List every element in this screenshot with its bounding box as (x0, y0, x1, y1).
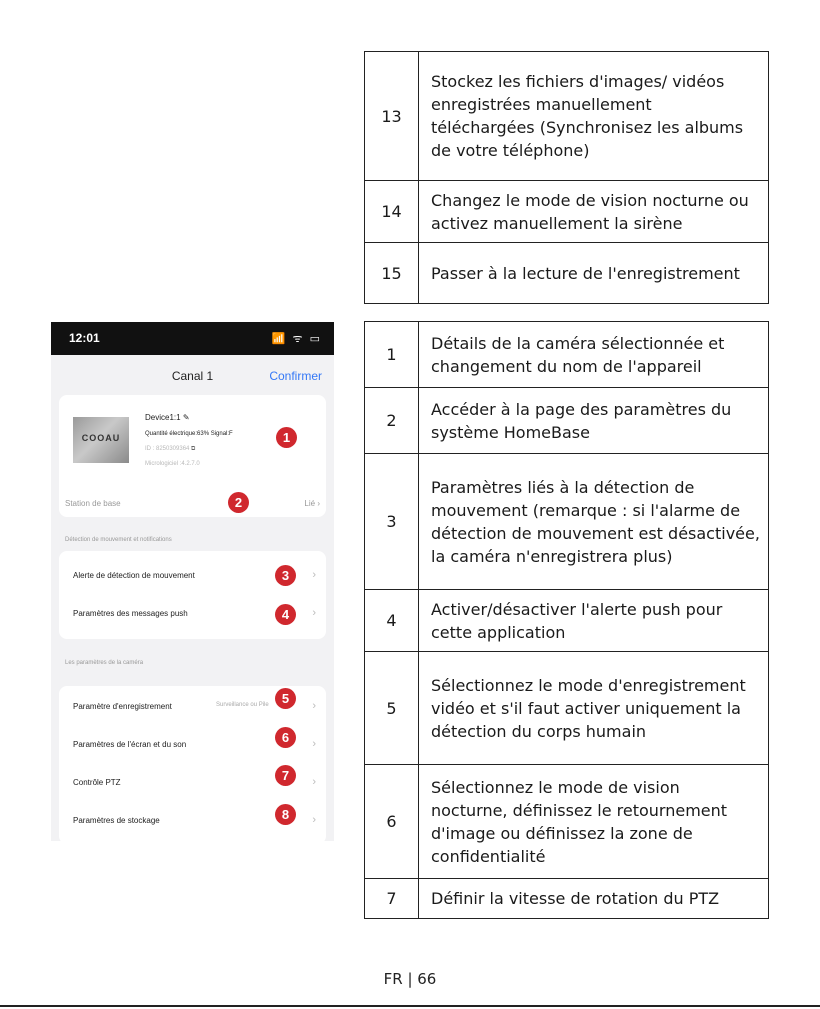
table-row (365, 765, 769, 879)
row-number: 1 (365, 322, 419, 388)
copy-icon[interactable]: ⧉ (191, 446, 196, 452)
chevron-right-icon: › (312, 738, 316, 750)
table-row (365, 322, 769, 388)
recording-value: Surveillance ou Pile (216, 702, 269, 708)
chevron-right-icon: › (312, 607, 316, 619)
device-id: ID : 8250309364 ⧉ (145, 446, 196, 452)
row-description: Définir la vitesse de rotation du PTZ (419, 879, 769, 919)
base-station-label: Station de base (65, 499, 121, 508)
firmware-version: Micrologiciel :4.2.7.0 (145, 461, 200, 467)
page-number: FR | 66 (383, 970, 437, 988)
row-number: 15 (365, 243, 419, 304)
chevron-right-icon: › (312, 569, 316, 581)
storage-settings-row[interactable]: Paramètres de stockage › (73, 814, 316, 826)
row-description: Passer à la lecture de l'enregistrement (419, 243, 769, 304)
table-row (365, 590, 769, 652)
nav-title: Canal 1 (171, 369, 214, 383)
recording-settings-row[interactable]: Paramètre d'enregistrement Surveillance ou Pile › (73, 700, 316, 712)
table-row (365, 181, 769, 243)
row-description: Paramètres liés à la détection de mouvement (remarque : si l'alarme de détection de mouvement est désactivée, la caméra n'enregistrera plus) (419, 454, 769, 590)
status-time: 12:01 (69, 331, 100, 345)
chevron-right-icon: › (312, 814, 316, 826)
callout-badge: 1 (276, 427, 297, 448)
callout-badge: 3 (275, 565, 296, 586)
section-label-camera: Les paramètres de la caméra (65, 660, 144, 666)
row-number: 13 (365, 52, 419, 181)
confirm-button[interactable]: Confirmer (269, 369, 322, 383)
row-description: Changez le mode de vision nocturne ou activez manuellement la sirène (419, 181, 769, 243)
callout-badge: 4 (275, 604, 296, 625)
section-label-motion: Détection de mouvement et notifications (65, 537, 172, 543)
table-row (365, 652, 769, 765)
chevron-right-icon: › (317, 499, 320, 508)
row-number: 4 (365, 590, 419, 652)
callout-badge: 6 (275, 727, 296, 748)
legend-table-top (364, 51, 769, 304)
edit-icon[interactable]: ✎ (182, 413, 190, 422)
row-number: 2 (365, 388, 419, 454)
table-row (365, 243, 769, 304)
row-description: Sélectionnez le mode d'enregistrement vidéo et s'il faut activer uniquement la détection du corps humain (419, 652, 769, 765)
footer-rule (0, 1005, 820, 1007)
row-description: Activer/désactiver l'alerte push pour cette application (419, 590, 769, 652)
callout-badge: 2 (228, 492, 249, 513)
row-number: 3 (365, 454, 419, 590)
table-row (365, 388, 769, 454)
callout-badge: 7 (275, 765, 296, 786)
base-station-value: Lié › (304, 499, 320, 508)
legend-table-bottom (364, 321, 769, 919)
row-description: Sélectionnez le mode de vision nocturne, définissez le retournement d'image ou définissez la zone de confidentialité (419, 765, 769, 879)
push-settings-row[interactable]: Paramètres des messages push › (73, 607, 316, 619)
phone-screenshot (51, 322, 334, 841)
callout-badge: 8 (275, 804, 296, 825)
row-description: Détails de la caméra sélectionnée et changement du nom de l'appareil (419, 322, 769, 388)
screen-sound-row[interactable]: Paramètres de l'écran et du son › (73, 738, 316, 750)
status-icons: 📶 ᯤ ▭ (271, 333, 322, 345)
status-bar (51, 322, 334, 355)
ptz-control-row[interactable]: Contrôle PTZ › (73, 776, 316, 788)
chevron-right-icon: › (312, 776, 316, 788)
chevron-right-icon: › (312, 700, 316, 712)
battery-signal: Quantité électrique:63% Signal:F (145, 431, 233, 437)
camera-thumbnail (73, 417, 129, 463)
row-description: Accéder à la page des paramètres du système HomeBase (419, 388, 769, 454)
table-row (365, 454, 769, 590)
row-number: 7 (365, 879, 419, 919)
base-station-row[interactable] (65, 499, 320, 508)
row-number: 5 (365, 652, 419, 765)
brand-logo: COOAU (81, 433, 121, 443)
row-description: Stockez les fichiers d'images/ vidéos enregistrées manuellement téléchargées (Synchronisez les albums de votre téléphone) (419, 52, 769, 181)
table-row (365, 879, 769, 919)
device-name[interactable]: Device1:1 ✎ (145, 413, 190, 422)
motion-alert-row[interactable]: Alerte de détection de mouvement › (73, 569, 316, 581)
device-card (59, 395, 326, 517)
row-number: 14 (365, 181, 419, 243)
row-number: 6 (365, 765, 419, 879)
table-row (365, 52, 769, 181)
callout-badge: 5 (275, 688, 296, 709)
